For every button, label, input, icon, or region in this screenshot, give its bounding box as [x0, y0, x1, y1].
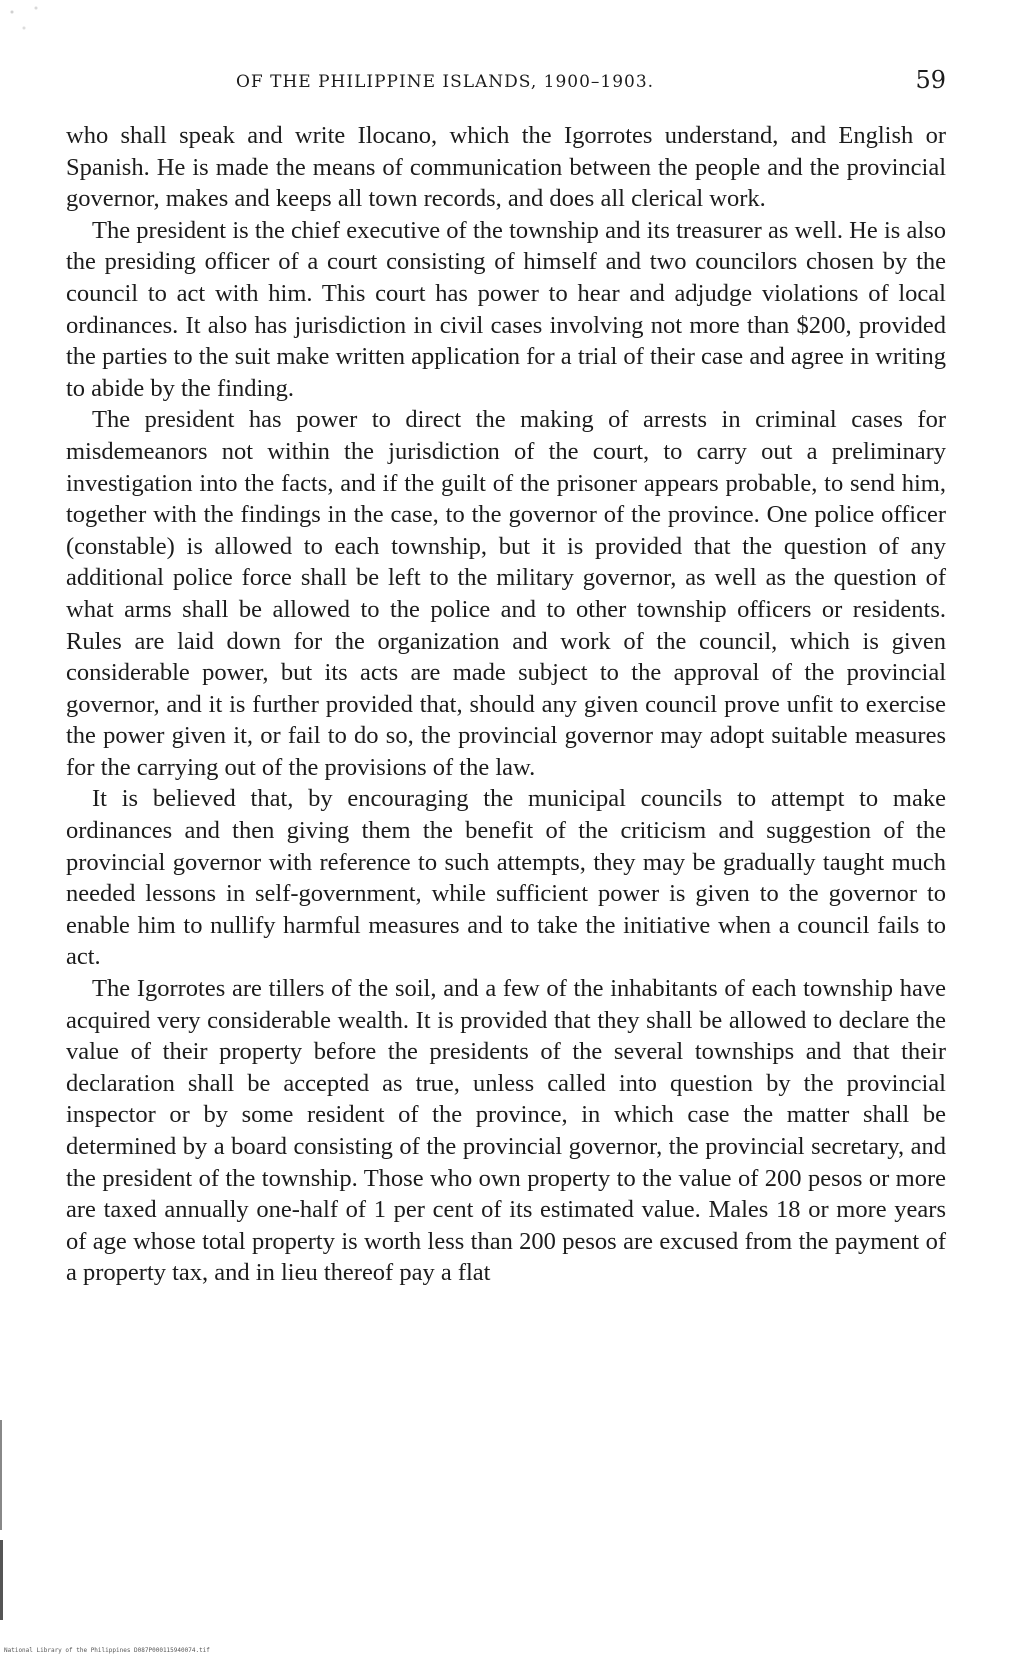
paragraph-2: The president is the chief executive of the township and its treasurer as well. He is also the presiding officer of a court consisting of himself and two councilors chosen by the council to act with him. This court has power to hear and adjudge violations of local ordinances. It also has jurisdiction in civil cases involving not more than $200, provided the parties to the suit make written application for a trial of their case and agree in writing to abide by the finding. [66, 216, 946, 402]
body-text [66, 120, 946, 1289]
page-header [66, 66, 946, 100]
scan-corner-noise [0, 0, 60, 40]
paragraph-4: It is believed that, by encouraging the municipal councils to attempt to make ordinances and then giving them the benefit of the criticism and suggestion of the provincial governor with reference to such attempts, they may be gradually taught much needed lessons in self-government, while sufficient power is given to the governor to enable him to nullify harmful measures and to take the initiative when a council fails to act. [66, 785, 946, 971]
scan-edge-mark [0, 1420, 2, 1530]
running-head: OF THE PHILIPPINE ISLANDS, 1900–1903. [236, 72, 655, 92]
paragraph-1: who shall speak and write Ilocano, which the Igorrotes understand, and English or Spanish. He is made the means of communication between the people and the provincial governor, makes and keeps all town records, and does all clerical work. [66, 122, 946, 213]
paragraph-5: The Igorrotes are tillers of the soil, and a few of the inhabitants of each township have acquired very considerable wealth. It is provided that they shall be allowed to declare the value of their property before the presidents of the several townships and that their declaration shall be accepted as true, unless called into question by the provincial inspector or by some resident of the province, in which case the matter shall be determined by a board consisting of the provincial governor, the provincial secretary, and the president of the township. Those who own property to the value of 200 pesos or more are taxed annually one-half of 1 per cent of its estimated value. Males 18 or more years of age whose total property is worth less than 200 pesos are excused from the payment of a property tax, and in lieu thereof pay a flat [66, 975, 946, 1287]
paragraph-3: The president has power to direct the making of arrests in criminal cases for misdemeanors not within the jurisdiction of the court, to carry out a preliminary investigation into the facts, and if the guilt of the prisoner appears probable, to send him, together with the findings in the case, to the governor of the province. One police officer (constable) is allowed to each township, but it is provided that the question of any additional police force shall be left to the military governor, as well as the question of what arms shall be allowed to the police and to other township officers or residents. Rules are laid down for the organization and work of the council, which is given considerable power, but its acts are made subject to the approval of the provincial governor, and it is further provided that, should any given council prove unfit to exercise the power given it, or fail to do so, the provincial governor may adopt suitable measures for the carrying out of the provisions of the law. [66, 406, 946, 781]
page-number: 59 [915, 66, 946, 94]
scan-source-note: National Library of the Philippines D087P000115940074.tif [4, 1647, 210, 1654]
scan-edge-mark [0, 1540, 3, 1620]
